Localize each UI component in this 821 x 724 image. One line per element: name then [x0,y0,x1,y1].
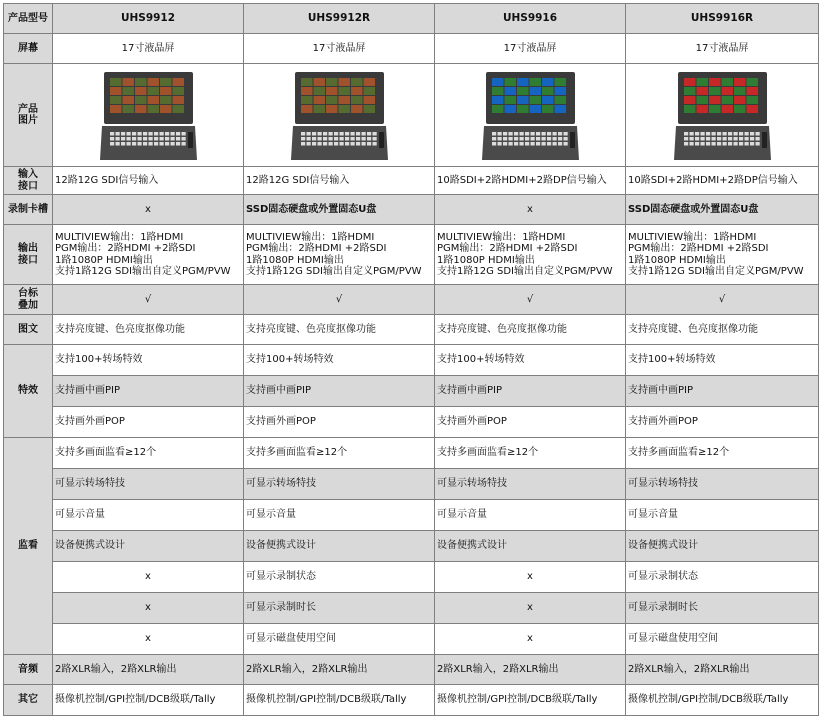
table-row [4,685,819,716]
product-photo [291,68,388,163]
spec-cell: 支持画中画PIP [53,376,244,407]
spec-cell: 支持画外画POP [435,407,626,438]
table-row [4,34,819,64]
spec-cell: 支持画中画PIP [244,376,435,407]
spec-cell: 可显示音量 [53,500,244,531]
output-line: 支持1路12G SDI输出自定义PGM/PVW [55,266,231,277]
table-row [4,562,819,593]
spec-cell: 可显示磁盘使用空间 [626,624,819,655]
output-line: PGM输出：2路HDMI +2路SDI [437,243,578,254]
spec-cell: 支持画中画PIP [435,376,626,407]
spec-cell: 2路XLR输入，2路XLR输出 [435,655,626,685]
table-row [4,345,819,376]
spec-cell: x [53,195,244,225]
model-name: UHS9916 [435,4,626,34]
output-line: 1路1080P HDMI输出 [246,254,344,266]
output-line: 1路1080P HDMI输出 [628,254,726,266]
spec-cell: 可显示音量 [626,500,819,531]
row-label: 屏幕 [4,34,53,64]
product-photo [100,68,197,163]
row-label: 其它 [4,685,53,716]
row-label: 特效 [4,345,53,438]
row-label: 监看 [4,438,53,655]
spec-cell: 支持100+转场特效 [53,345,244,376]
spec-cell: 设备便携式设计 [53,531,244,562]
row-label: 台标 叠加 [4,285,53,315]
table-row [4,500,819,531]
output-line: 支持1路12G SDI输出自定义PGM/PVW [437,266,613,277]
product-photo-cell [626,64,819,167]
spec-cell: 12路12G SDI信号输入 [53,167,244,195]
output-line: PGM输出：2路HDMI +2路SDI [246,243,387,254]
spec-cell: 支持亮度键、色亮度抠像功能 [435,315,626,345]
table-row [4,285,819,315]
model-name: UHS9912 [53,4,244,34]
spec-cell: 设备便携式设计 [626,531,819,562]
spec-cell: 摄像机控制/GPI控制/DCB级联/Tally [53,685,244,716]
spec-cell: 可显示录制时长 [244,593,435,624]
spec-cell: 支持画外画POP [53,407,244,438]
output-line: MULTIVIEW输出：1路HDMI [437,231,566,243]
table-row [4,376,819,407]
spec-cell: x [435,593,626,624]
spec-cell: 支持亮度键、色亮度抠像功能 [626,315,819,345]
spec-cell: 10路SDI+2路HDMI+2路DP信号输入 [626,167,819,195]
spec-cell: 可显示转场特技 [626,469,819,500]
spec-cell: x [53,593,244,624]
table-row [4,64,819,167]
spec-cell: 支持亮度键、色亮度抠像功能 [244,315,435,345]
spec-cell: √ [626,285,819,315]
table-row [4,469,819,500]
product-photo-cell [244,64,435,167]
spec-cell: √ [244,285,435,315]
spec-cell: 支持多画面监看≥12个 [244,438,435,469]
table-row [4,225,819,285]
spec-cell: 12路12G SDI信号输入 [244,167,435,195]
output-cell [53,225,244,285]
spec-table [3,3,819,716]
table-row [4,195,819,225]
output-line: PGM输出：2路HDMI +2路SDI [55,243,196,254]
spec-cell: 可显示转场特技 [53,469,244,500]
spec-cell: SSD固态硬盘或外置固态U盘 [626,195,819,225]
output-line: 1路1080P HDMI输出 [437,254,535,266]
table-row [4,407,819,438]
spec-cell: 10路SDI+2路HDMI+2路DP信号输入 [435,167,626,195]
table-row [4,531,819,562]
spec-cell: 可显示音量 [435,500,626,531]
row-label: 输出 接口 [4,225,53,285]
spec-cell: x [53,624,244,655]
row-label: 音频 [4,655,53,685]
output-cell [435,225,626,285]
output-line: 1路1080P HDMI输出 [55,254,153,266]
spec-cell: 支持100+转场特效 [435,345,626,376]
spec-cell: 支持亮度键、色亮度抠像功能 [53,315,244,345]
row-label: 图文 [4,315,53,345]
spec-cell: 摄像机控制/GPI控制/DCB级联/Tally [435,685,626,716]
output-cell [244,225,435,285]
header-label: 产品型号 [4,4,53,34]
table-row [4,593,819,624]
spec-cell: 17寸液晶屏 [244,34,435,64]
output-line: PGM输出：2路HDMI +2路SDI [628,243,769,254]
spec-cell: 17寸液晶屏 [626,34,819,64]
spec-cell: 支持画中画PIP [626,376,819,407]
table-row [4,167,819,195]
spec-cell: 设备便携式设计 [244,531,435,562]
spec-cell: 2路XLR输入，2路XLR输出 [244,655,435,685]
table-row [4,438,819,469]
spec-cell: 可显示录制时长 [626,593,819,624]
table-row [4,624,819,655]
spec-cell: √ [53,285,244,315]
spec-cell: 可显示磁盘使用空间 [244,624,435,655]
spec-cell: 17寸液晶屏 [53,34,244,64]
spec-cell: x [435,624,626,655]
spec-cell: SSD固态硬盘或外置固态U盘 [244,195,435,225]
output-line: 支持1路12G SDI输出自定义PGM/PVW [246,266,422,277]
product-photo [482,68,579,163]
table-row [4,4,819,34]
output-line: 支持1路12G SDI输出自定义PGM/PVW [628,266,804,277]
spec-cell: 可显示音量 [244,500,435,531]
product-photo-cell [53,64,244,167]
spec-cell: 2路XLR输入，2路XLR输出 [53,655,244,685]
output-cell [626,225,819,285]
spec-cell: 摄像机控制/GPI控制/DCB级联/Tally [626,685,819,716]
spec-cell: 可显示转场特技 [244,469,435,500]
product-photo-cell [435,64,626,167]
spec-cell: 2路XLR输入，2路XLR输出 [626,655,819,685]
product-photo [674,68,771,163]
model-name: UHS9916R [626,4,819,34]
spec-cell: x [53,562,244,593]
spec-cell: 支持100+转场特效 [244,345,435,376]
spec-cell: 17寸液晶屏 [435,34,626,64]
spec-cell: 摄像机控制/GPI控制/DCB级联/Tally [244,685,435,716]
spec-cell: 支持100+转场特效 [626,345,819,376]
spec-cell: 可显示转场特技 [435,469,626,500]
spec-cell: x [435,562,626,593]
spec-cell: 可显示录制状态 [244,562,435,593]
spec-cell: 设备便携式设计 [435,531,626,562]
spec-cell: √ [435,285,626,315]
spec-cell: x [435,195,626,225]
output-line: MULTIVIEW输出：1路HDMI [628,231,757,243]
spec-cell: 支持多画面监看≥12个 [435,438,626,469]
table-row [4,315,819,345]
output-line: MULTIVIEW输出：1路HDMI [246,231,375,243]
output-line: MULTIVIEW输出：1路HDMI [55,231,184,243]
spec-cell: 支持画外画POP [626,407,819,438]
spec-cell: 支持多画面监看≥12个 [626,438,819,469]
spec-cell: 支持画外画POP [244,407,435,438]
row-label: 录制卡槽 [4,195,53,225]
row-label: 产品 图片 [4,64,53,167]
model-name: UHS9912R [244,4,435,34]
spec-cell: 可显示录制状态 [626,562,819,593]
spec-cell: 支持多画面监看≥12个 [53,438,244,469]
row-label: 输入 接口 [4,167,53,195]
table-row [4,655,819,685]
